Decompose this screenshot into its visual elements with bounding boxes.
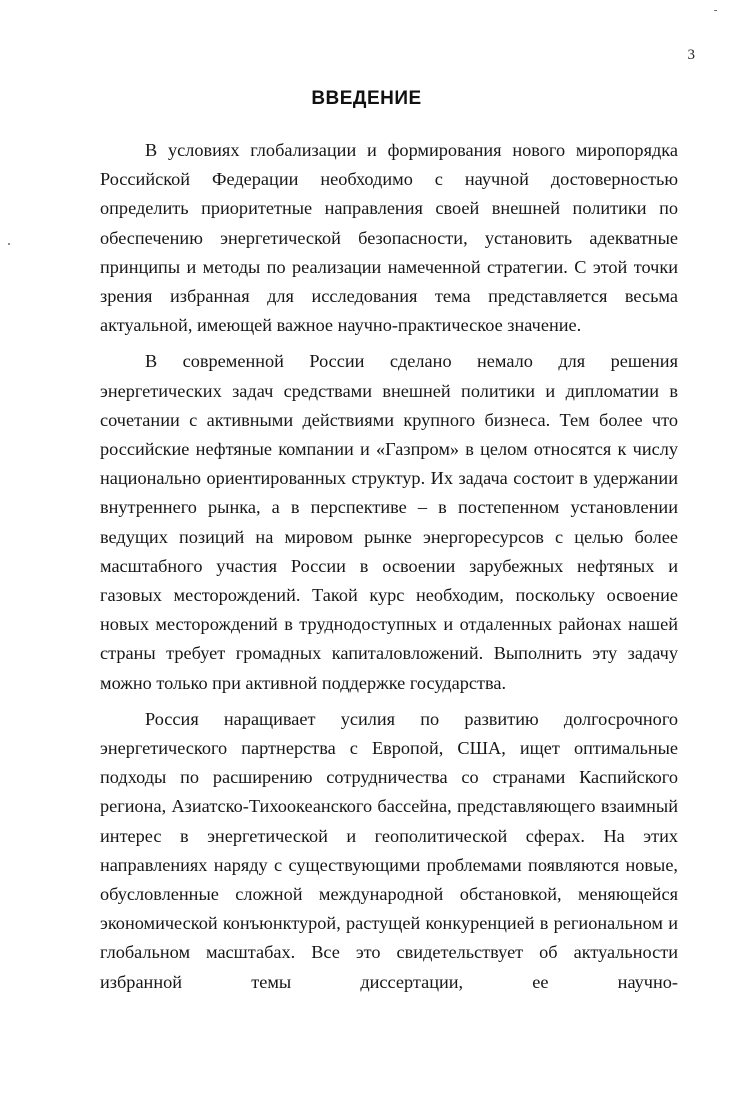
body-text [100,136,678,1004]
scan-speck [8,243,10,245]
page-number: 3 [687,47,695,63]
section-heading: ВВЕДЕНИЕ [311,88,422,109]
paragraph-3: Россия наращивает усилия по развитию долгосрочного энергетического партнерства с Европой, США, ищет оптимальные подходы по расширению сотрудничества со странами Каспийского региона, Азиатско-Тихоокеанского бассейна, представляющего взаимный интерес в энергетической и геополитической сферах. На этих направлениях наряду с существующими проблемами появляются новые, обусловленные сложной международной обстановкой, меняющейся экономической конъюнктурой, растущей конкуренцией в региональном и глобальном масштабах. Все это свидетельствует об актуальности избранной темы диссертации, ее научно- [100,708,678,992]
paragraph-2: В современной России сделано немало для решения энергетических задач средствами внешней политики и дипломатии в сочетании с активными действиями крупного бизнеса. Тем более что российские нефтяные компании и «Газпром» в целом относятся к числу национально ориентированных структур. Их задача состоит в удержании внутреннего рынка, а в перспективе – в постепенном установлении ведущих позиций на мировом рынке энергоресурсов с целью более масштабного участия России в освоении зарубежных нефтяных и газовых месторождений. Такой курс необходим, поскольку освоение новых месторождений в труднодоступных и отдаленных районах нашей страны требует громадных капиталовложений. Выполнить эту задачу можно только при активной поддержке государства. [100,351,678,693]
scan-speck [714,10,717,11]
paragraph-1: В условиях глобализации и формирования нового миропорядка Российской Федерации необходимо с научной достоверностью определить приоритетные направления своей внешней политики по обеспечению энергетической безопасности, установить адекватные принципы и методы по реализации намеченной стратегии. С этой точки зрения избранная для исследования тема представляется весьма актуальной, имеющей важное научно-практическое значение. [100,140,678,336]
